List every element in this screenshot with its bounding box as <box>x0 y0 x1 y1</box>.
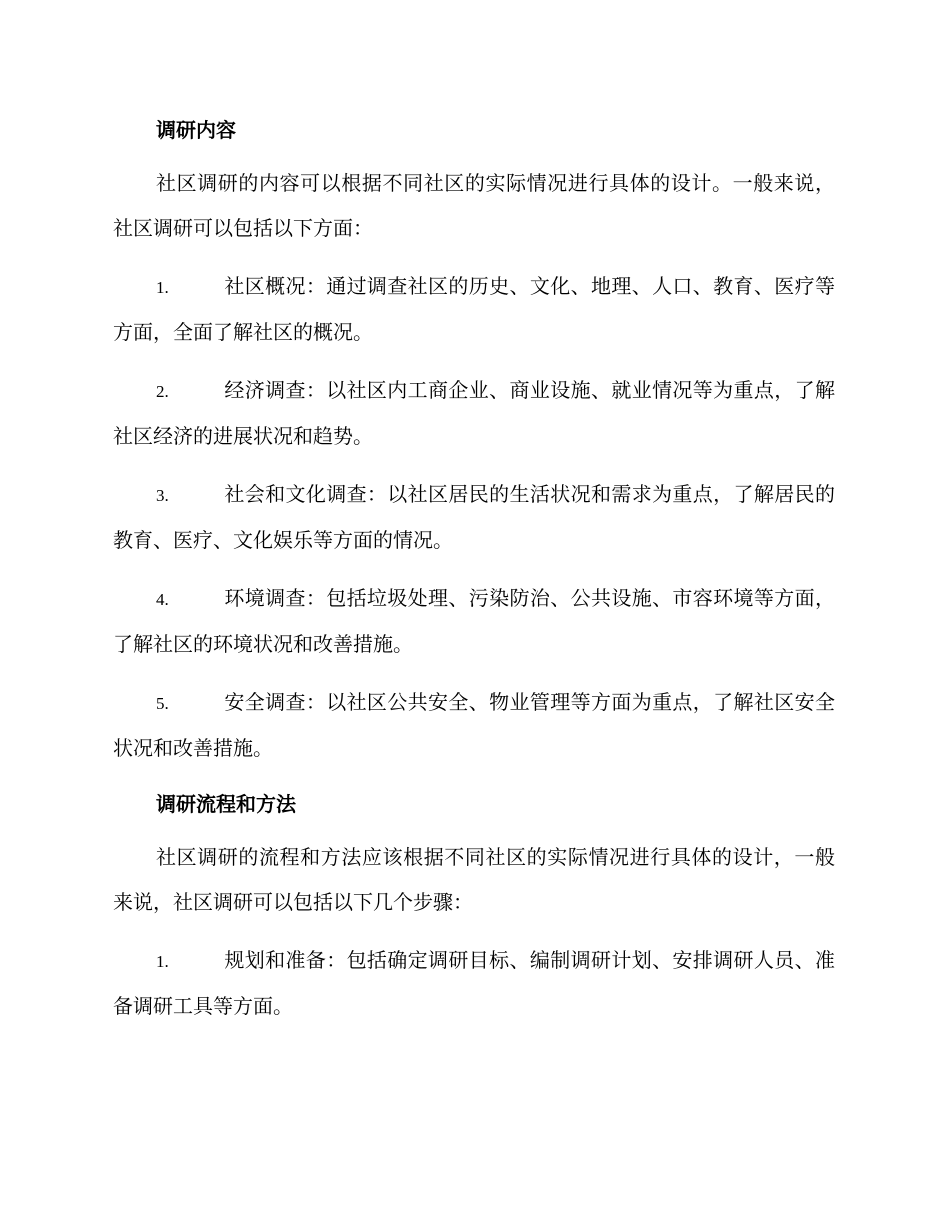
list-item <box>113 472 835 563</box>
list-item-number: 5. <box>156 694 169 713</box>
list-item-number: 1. <box>156 278 169 297</box>
list-item <box>113 368 835 459</box>
list-item-number: 4. <box>156 590 169 609</box>
list-item-number: 2. <box>156 382 169 401</box>
list-item <box>113 680 835 771</box>
list-item <box>113 938 835 1029</box>
list-item-text: 环境调查：包括垃圾处理、污染防治、公共设施、市容环境等方面，了解社区的环境状况和改善措施。 <box>113 586 835 656</box>
section-heading-research-content: 调研内容 <box>156 118 236 142</box>
list-item <box>113 576 835 667</box>
list-item-text: 安全调查：以社区公共安全、物业管理等方面为重点，了解社区安全状况和改善措施。 <box>113 690 835 760</box>
list-item-text: 社会和文化调查：以社区居民的生活状况和需求为重点，了解居民的教育、医疗、文化娱乐等方面的情况。 <box>113 482 835 552</box>
list-item <box>113 264 835 355</box>
section-intro-paragraph: 社区调研的内容可以根据不同社区的实际情况进行具体的设计。一般来说，社区调研可以包括以下方面： <box>113 171 835 240</box>
list-item-number: 1. <box>156 952 169 971</box>
section-intro-paragraph: 社区调研的流程和方法应该根据不同社区的实际情况进行具体的设计，一般来说，社区调研可以包括以下几个步骤： <box>113 845 835 914</box>
list-item-number: 3. <box>156 486 169 505</box>
list-item-text: 经济调查：以社区内工商企业、商业设施、就业情况等为重点，了解社区经济的进展状况和趋势。 <box>113 378 835 448</box>
document-page <box>113 110 835 1042</box>
list-item-text: 社区概况：通过调查社区的历史、文化、地理、人口、教育、医疗等方面，全面了解社区的概况。 <box>113 274 835 344</box>
section-heading-process-methods: 调研流程和方法 <box>156 792 296 816</box>
list-item-text: 规划和准备：包括确定调研目标、编制调研计划、安排调研人员、准备调研工具等方面。 <box>113 948 835 1018</box>
